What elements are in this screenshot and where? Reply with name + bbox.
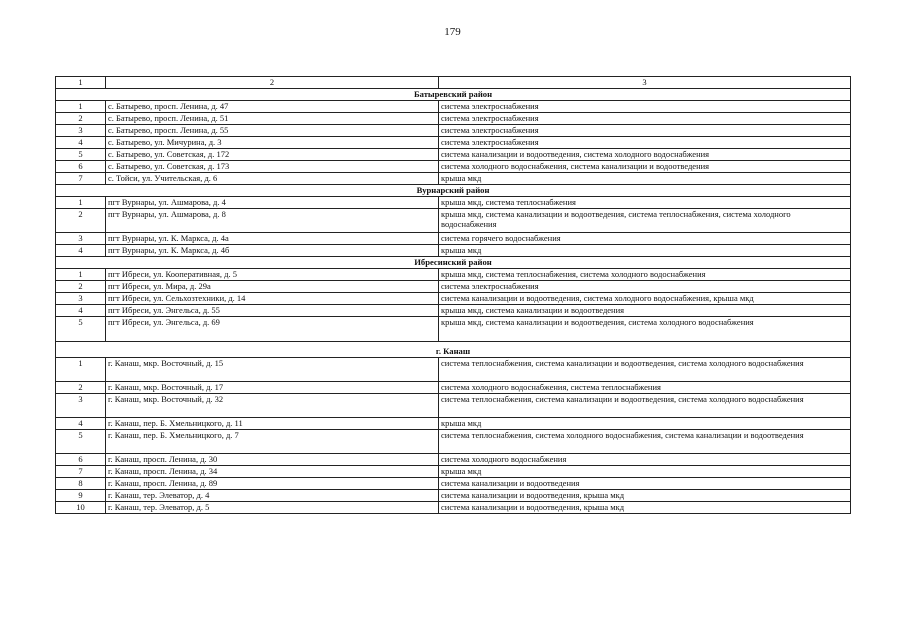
row-number: 6 bbox=[56, 161, 106, 173]
section-title: Батыревский район bbox=[56, 89, 851, 101]
row-work-type: крыша мкд, система теплоснабжения, система холодного водоснабжения bbox=[439, 269, 851, 281]
row-address: с. Батырево, просп. Ленина, д. 51 bbox=[106, 113, 439, 125]
row-address: г. Канаш, тер. Элеватор, д. 5 bbox=[106, 502, 439, 514]
row-address: пгт Ибреси, ул. Энгельса, д. 55 bbox=[106, 305, 439, 317]
row-number: 4 bbox=[56, 418, 106, 430]
row-number: 7 bbox=[56, 466, 106, 478]
row-work-type: система электроснабжения bbox=[439, 113, 851, 125]
row-work-type: крыша мкд, система канализации и водоотведения, система теплоснабжения, система холодного водоснабжения bbox=[439, 209, 851, 233]
section-header-row bbox=[56, 257, 851, 269]
row-number: 5 bbox=[56, 149, 106, 161]
row-number: 7 bbox=[56, 173, 106, 185]
row-number: 2 bbox=[56, 281, 106, 293]
row-number: 5 bbox=[56, 317, 106, 342]
table-row bbox=[56, 394, 851, 418]
column-number-2: 2 bbox=[106, 77, 439, 89]
table-row bbox=[56, 137, 851, 149]
row-work-type: крыша мкд bbox=[439, 245, 851, 257]
table-row bbox=[56, 173, 851, 185]
table-row bbox=[56, 233, 851, 245]
row-address: с. Тойси, ул. Учительская, д. 6 bbox=[106, 173, 439, 185]
row-address: пгт Вурнары, ул. К. Маркса, д. 4б bbox=[106, 245, 439, 257]
section-title: г. Канаш bbox=[56, 342, 851, 358]
row-address: пгт Ибреси, ул. Кооперативная, д. 5 bbox=[106, 269, 439, 281]
table-row bbox=[56, 478, 851, 490]
row-address: пгт Ибреси, ул. Мира, д. 29а bbox=[106, 281, 439, 293]
row-work-type: система теплоснабжения, система холодного водоснабжения, система канализации и водоотведения bbox=[439, 430, 851, 454]
table-row bbox=[56, 209, 851, 233]
row-address: с. Батырево, просп. Ленина, д. 47 bbox=[106, 101, 439, 113]
row-address: с. Батырево, просп. Ленина, д. 55 bbox=[106, 125, 439, 137]
row-work-type: крыша мкд bbox=[439, 466, 851, 478]
row-address: г. Канаш, тер. Элеватор, д. 4 bbox=[106, 490, 439, 502]
table-row bbox=[56, 245, 851, 257]
table-row bbox=[56, 358, 851, 382]
page-number: 179 bbox=[444, 26, 461, 38]
row-work-type: система холодного водоснабжения, система теплоснабжения bbox=[439, 382, 851, 394]
row-number: 2 bbox=[56, 382, 106, 394]
row-work-type: система канализации и водоотведения, крыша мкд bbox=[439, 490, 851, 502]
table-row bbox=[56, 161, 851, 173]
row-number: 2 bbox=[56, 113, 106, 125]
row-work-type: система электроснабжения bbox=[439, 101, 851, 113]
section-title: Ибресинский район bbox=[56, 257, 851, 269]
row-work-type: система канализации и водоотведения, крыша мкд bbox=[439, 502, 851, 514]
row-address: с. Батырево, ул. Советская, д. 172 bbox=[106, 149, 439, 161]
section-header-row bbox=[56, 89, 851, 101]
row-number: 1 bbox=[56, 269, 106, 281]
row-work-type: система канализации и водоотведения, система холодного водоснабжения, крыша мкд bbox=[439, 293, 851, 305]
table-row bbox=[56, 281, 851, 293]
row-work-type: система холодного водоснабжения, система канализации и водоотведения bbox=[439, 161, 851, 173]
row-address: г. Канаш, просп. Ленина, д. 89 bbox=[106, 478, 439, 490]
row-number: 3 bbox=[56, 125, 106, 137]
section-header-row bbox=[56, 185, 851, 197]
row-address: пгт Вурнары, ул. Ашмарова, д. 8 bbox=[106, 209, 439, 233]
column-number-1: 1 bbox=[56, 77, 106, 89]
row-work-type: система горячего водоснабжения bbox=[439, 233, 851, 245]
row-work-type: крыша мкд, система канализации и водоотведения bbox=[439, 305, 851, 317]
row-work-type: система электроснабжения bbox=[439, 281, 851, 293]
row-address: г. Канаш, просп. Ленина, д. 34 bbox=[106, 466, 439, 478]
row-number: 8 bbox=[56, 478, 106, 490]
row-work-type: крыша мкд bbox=[439, 418, 851, 430]
table-row bbox=[56, 454, 851, 466]
table-row bbox=[56, 490, 851, 502]
row-number: 10 bbox=[56, 502, 106, 514]
row-number: 6 bbox=[56, 454, 106, 466]
section-header-row bbox=[56, 342, 851, 358]
row-number: 3 bbox=[56, 233, 106, 245]
table-row bbox=[56, 269, 851, 281]
table-row bbox=[56, 305, 851, 317]
row-address: г. Канаш, мкр. Восточный, д. 32 bbox=[106, 394, 439, 418]
column-number-row bbox=[56, 77, 851, 89]
row-number: 4 bbox=[56, 305, 106, 317]
row-number: 1 bbox=[56, 101, 106, 113]
row-number: 1 bbox=[56, 197, 106, 209]
row-number: 5 bbox=[56, 430, 106, 454]
row-work-type: система теплоснабжения, система канализации и водоотведения, система холодного водоснабжения bbox=[439, 394, 851, 418]
table-row bbox=[56, 418, 851, 430]
address-table bbox=[55, 76, 851, 514]
row-number: 1 bbox=[56, 358, 106, 382]
row-address: г. Канаш, просп. Ленина, д. 30 bbox=[106, 454, 439, 466]
row-number: 9 bbox=[56, 490, 106, 502]
row-work-type: система электроснабжения bbox=[439, 137, 851, 149]
row-work-type: система электроснабжения bbox=[439, 125, 851, 137]
row-work-type: крыша мкд, система канализации и водоотведения, система холодного водоснабжения bbox=[439, 317, 851, 342]
row-work-type: система холодного водоснабжения bbox=[439, 454, 851, 466]
row-address: пгт Вурнары, ул. Ашмарова, д. 4 bbox=[106, 197, 439, 209]
row-work-type: крыша мкд, система теплоснабжения bbox=[439, 197, 851, 209]
row-number: 2 bbox=[56, 209, 106, 233]
row-number: 4 bbox=[56, 245, 106, 257]
table-row bbox=[56, 101, 851, 113]
row-address: с. Батырево, ул. Советская, д. 173 bbox=[106, 161, 439, 173]
row-work-type: система теплоснабжения, система канализации и водоотведения, система холодного водоснабжения bbox=[439, 358, 851, 382]
section-title: Вурнарский район bbox=[56, 185, 851, 197]
row-address: г. Канаш, мкр. Восточный, д. 15 bbox=[106, 358, 439, 382]
row-address: пгт Ибреси, ул. Сельхозтехники, д. 14 bbox=[106, 293, 439, 305]
row-address: с. Батырево, ул. Мичурина, д. 3 bbox=[106, 137, 439, 149]
table-row bbox=[56, 197, 851, 209]
table-row bbox=[56, 466, 851, 478]
table-row bbox=[56, 113, 851, 125]
row-number: 4 bbox=[56, 137, 106, 149]
row-work-type: система канализации и водоотведения, система холодного водоснабжения bbox=[439, 149, 851, 161]
row-address: пгт Вурнары, ул. К. Маркса, д. 4а bbox=[106, 233, 439, 245]
table-row bbox=[56, 125, 851, 137]
table-row bbox=[56, 502, 851, 514]
row-address: г. Канаш, мкр. Восточный, д. 17 bbox=[106, 382, 439, 394]
row-address: пгт Ибреси, ул. Энгельса, д. 69 bbox=[106, 317, 439, 342]
table-row bbox=[56, 293, 851, 305]
table-row bbox=[56, 382, 851, 394]
table-row bbox=[56, 149, 851, 161]
row-address: г. Канаш, пер. Б. Хмельницкого, д. 7 bbox=[106, 430, 439, 454]
table-row bbox=[56, 430, 851, 454]
row-number: 3 bbox=[56, 293, 106, 305]
table-body bbox=[56, 77, 851, 514]
row-work-type: система канализации и водоотведения bbox=[439, 478, 851, 490]
table-row bbox=[56, 317, 851, 342]
column-number-3: 3 bbox=[439, 77, 851, 89]
row-work-type: крыша мкд bbox=[439, 173, 851, 185]
row-number: 3 bbox=[56, 394, 106, 418]
row-address: г. Канаш, пер. Б. Хмельницкого, д. 11 bbox=[106, 418, 439, 430]
